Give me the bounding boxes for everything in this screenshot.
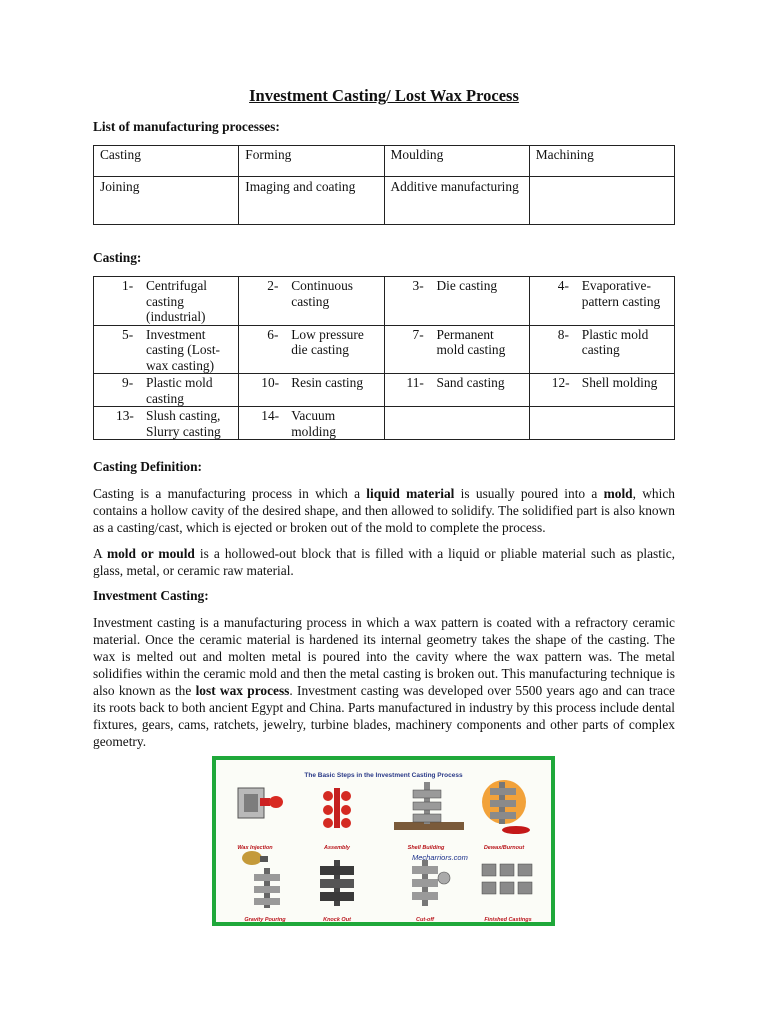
casting-heading: Casting:: [93, 250, 142, 265]
step-caption: Cut-off: [416, 917, 434, 922]
casting-type-label: Plastic mold casting: [146, 375, 213, 406]
process-table: [93, 145, 675, 225]
brand-watermark: Mecharriors.com: [412, 853, 468, 862]
casting-type-label: Plastic mold casting: [581, 326, 649, 357]
item-number: 1-: [122, 278, 134, 293]
table-row: [94, 325, 675, 374]
casting-types-table: [93, 276, 675, 440]
item-number: 14-: [261, 408, 280, 423]
table-row: [94, 374, 675, 407]
casting-type-label: Vacuum molding: [291, 408, 336, 439]
table-cell: [529, 325, 674, 374]
casting-type-label: Die casting: [436, 278, 498, 293]
step-caption: Shell Building: [407, 845, 445, 851]
casting-type-label: Slush casting, Slurry casting: [146, 408, 221, 439]
table-cell: Additive manufacturing: [384, 177, 529, 225]
item-number: 10-: [261, 375, 280, 390]
step-caption: Assembly: [324, 845, 350, 851]
item-number: 4-: [557, 278, 569, 293]
dewax-burnout-icon: [482, 780, 530, 834]
table-row: [94, 146, 675, 177]
step-caption: Gravity Pouring: [244, 917, 286, 922]
casting-type-label: Continuous casting: [291, 278, 354, 309]
casting-type-label: Resin casting: [291, 375, 364, 390]
assembly-icon: [323, 788, 351, 828]
process-steps-figure: [212, 756, 555, 926]
table-cell: [384, 325, 529, 374]
item-number: 6-: [267, 326, 279, 342]
figure-title: The Basic Steps in the Investment Casting Process: [304, 772, 463, 779]
table-cell: [529, 374, 674, 407]
table-cell: [94, 407, 239, 440]
item-number: 12-: [551, 375, 570, 390]
definition-paragraph: Casting is a manufacturing process in which a liquid material is usually poured into a mold, which contains a hollow cavity of the desired shape, and then allowed to solidify. The solidified part is also known as a casting/cast, which is ejected or broken out of the mold to complete the process.: [93, 486, 675, 535]
table-cell: Imaging and coating: [239, 177, 384, 225]
table-cell: [239, 325, 384, 374]
table-cell: [384, 407, 529, 440]
table-cell: [529, 177, 674, 225]
casting-type-label: Shell molding: [581, 375, 658, 390]
table-row: [94, 407, 675, 440]
item-number: 7-: [412, 326, 424, 342]
casting-type-label: Sand casting: [436, 375, 505, 390]
item-number: 13-: [116, 408, 134, 423]
table-cell: [94, 277, 239, 326]
table-cell: Machining: [529, 146, 674, 177]
table-cell: Casting: [94, 146, 239, 177]
table-cell: [239, 407, 384, 440]
table-cell: [529, 277, 674, 326]
table-row: [94, 277, 675, 326]
gravity-pouring-icon: [242, 851, 280, 908]
step-caption: Knock Out: [323, 917, 351, 922]
step-caption: Finished Castings: [484, 917, 532, 922]
casting-type-label: Centrifugal casting (industrial): [146, 278, 207, 324]
item-number: 11-: [406, 375, 424, 390]
casting-type-label: Evaporative-pattern casting: [581, 278, 661, 309]
table-cell: [94, 374, 239, 407]
item-number: 8-: [557, 326, 569, 342]
finished-castings-icon: [482, 864, 532, 894]
list-heading: List of manufacturing processes:: [93, 119, 280, 134]
mold-paragraph: A mold or mould is a hollowed-out block that is filled with a liquid or pliable material such as plastic, glass, metal, or ceramic raw material.: [93, 546, 676, 578]
shell-building-icon: [394, 782, 464, 830]
item-number: 3-: [412, 278, 424, 293]
wax-injection-icon: [238, 788, 283, 818]
cut-off-icon: [412, 860, 450, 906]
table-cell: Joining: [94, 177, 239, 225]
table-cell: [239, 277, 384, 326]
table-cell: [384, 277, 529, 326]
casting-type-label: Investment casting (Lost-wax casting): [146, 326, 221, 373]
page-title: Investment Casting/ Lost Wax Process: [249, 86, 519, 105]
table-cell: [239, 374, 384, 407]
table-row: [94, 177, 675, 225]
item-number: 2-: [267, 278, 279, 293]
step-caption: Wax Injection: [237, 845, 273, 851]
knock-out-icon: [320, 860, 354, 906]
definition-heading: Casting Definition:: [93, 459, 202, 474]
item-number: 5-: [122, 326, 134, 342]
investment-paragraph: Investment casting is a manufacturing process in which a wax pattern is coated with a refractory ceramic material. Once the ceramic material is hardened its internal geometry takes the shape of the casting. The wax is melted out and molten metal is poured into the cavity where the wax pattern was. The metal solidifies within the ceramic mold and then the metal casting is broken out. This manufacturing technique is also known as the lost wax process. Investment casting was developed over 5500 years ago and can trace its roots back to both ancient Egypt and China. Parts manufactured in industry by this process include dental fixtures, gears, cams, ratchets, jewelry, turbine blades, machinery components and other parts of complex geometry.: [93, 615, 675, 749]
casting-type-label: Permanent mold casting: [436, 326, 506, 357]
table-cell: Forming: [239, 146, 384, 177]
casting-type-label: Low pressure die casting: [291, 326, 364, 357]
step-caption: Dewax/Burnout: [483, 845, 525, 851]
table-cell: [384, 374, 529, 407]
item-number: 9-: [122, 375, 134, 390]
table-cell: [94, 325, 239, 374]
table-cell: [529, 407, 674, 440]
table-cell: Moulding: [384, 146, 529, 177]
investment-heading: Investment Casting:: [93, 588, 209, 603]
